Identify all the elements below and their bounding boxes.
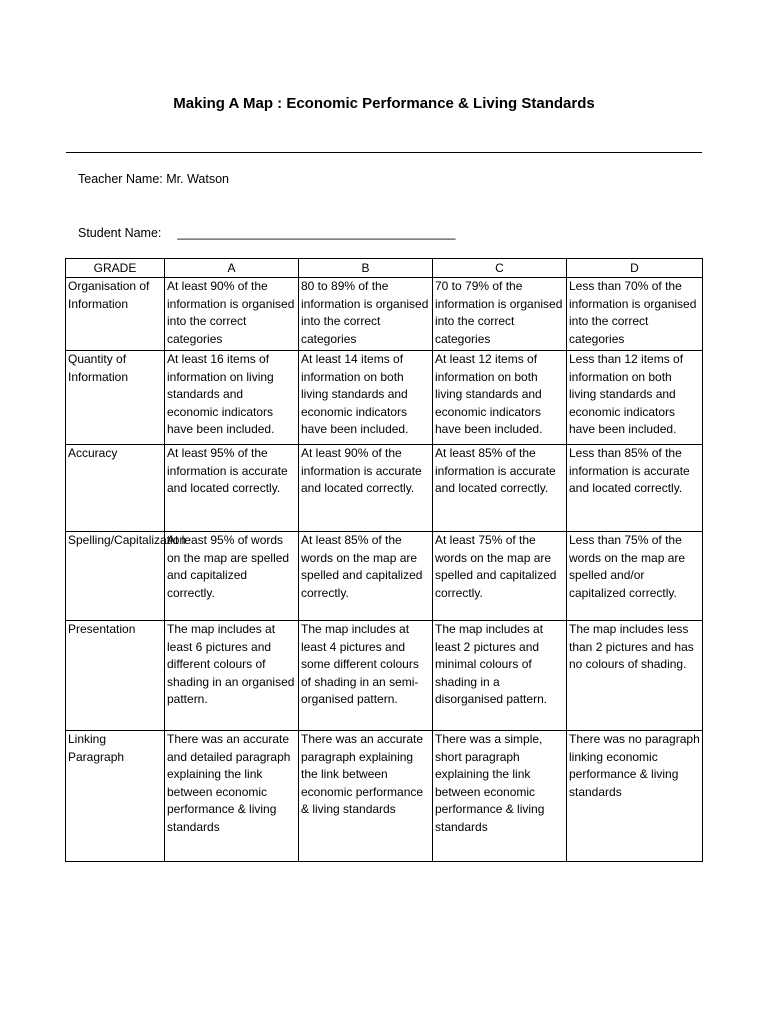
student-name-label: Student Name: xyxy=(78,226,162,240)
header-grade: GRADE xyxy=(66,259,165,278)
grade-d-cell: The map includes less than 2 pictures and has no colours of shading. xyxy=(567,621,703,731)
grade-b-cell: 80 to 89% of the information is organised into the correct categories xyxy=(299,278,433,351)
table-row xyxy=(66,351,703,445)
grade-b-cell: At least 14 items of information on both living standards and economic indicators have been included. xyxy=(299,351,433,445)
grade-c-cell: At least 75% of the words on the map are spelled and capitalized correctly. xyxy=(433,532,567,621)
header-grade-c: C xyxy=(433,259,567,278)
grade-c-cell: At least 85% of the information is accurate and located correctly. xyxy=(433,445,567,532)
header-grade-b: B xyxy=(299,259,433,278)
header-grade-d: D xyxy=(567,259,703,278)
student-name-blank: ________________________________________ xyxy=(177,226,456,240)
criterion-cell: Spelling/Capitalization xyxy=(66,532,165,621)
grade-a-cell: The map includes at least 6 pictures and different colours of shading in an organised pattern. xyxy=(165,621,299,731)
grade-a-cell: At least 90% of the information is organised into the correct categories xyxy=(165,278,299,351)
table-row xyxy=(66,621,703,731)
page-title: Making A Map : Economic Performance & Living Standards xyxy=(173,95,595,112)
student-name xyxy=(78,226,455,240)
grade-a-cell: At least 16 items of information on living standards and economic indicators have been included. xyxy=(165,351,299,445)
grade-a-cell: At least 95% of the information is accurate and located correctly. xyxy=(165,445,299,532)
criterion-cell: Quantity of Information xyxy=(66,351,165,445)
rubric-table xyxy=(65,258,703,862)
criterion-cell: Organisation of Information xyxy=(66,278,165,351)
grade-c-cell: There was a simple, short paragraph explaining the link between economic performance & living standards xyxy=(433,731,567,862)
grade-a-cell: At least 95% of words on the map are spelled and capitalized correctly. xyxy=(165,532,299,621)
criterion-cell: Presentation xyxy=(66,621,165,731)
grade-c-cell: At least 12 items of information on both living standards and economic indicators have been included. xyxy=(433,351,567,445)
header-grade-a: A xyxy=(165,259,299,278)
rubric-header-row xyxy=(66,259,703,278)
grade-d-cell: There was no paragraph linking economic performance & living standards xyxy=(567,731,703,862)
teacher-name xyxy=(78,172,229,186)
grade-b-cell: There was an accurate paragraph explaining the link between economic performance & living standards xyxy=(299,731,433,862)
table-row xyxy=(66,278,703,351)
grade-a-cell: There was an accurate and detailed paragraph explaining the link between economic performance & living standards xyxy=(165,731,299,862)
grade-c-cell: The map includes at least 2 pictures and minimal colours of shading in a disorganised pattern. xyxy=(433,621,567,731)
grade-d-cell: Less than 85% of the information is accurate and located correctly. xyxy=(567,445,703,532)
grade-d-cell: Less than 70% of the information is organised into the correct categories xyxy=(567,278,703,351)
table-row xyxy=(66,532,703,621)
grade-b-cell: At least 85% of the words on the map are spelled and capitalized correctly. xyxy=(299,532,433,621)
teacher-name-label: Teacher Name: Mr. Watson xyxy=(78,172,229,186)
table-row xyxy=(66,445,703,532)
table-row xyxy=(66,731,703,862)
criterion-cell: Accuracy xyxy=(66,445,165,532)
grade-b-cell: At least 90% of the information is accurate and located correctly. xyxy=(299,445,433,532)
grade-d-cell: Less than 12 items of information on both living standards and economic indicators have been included. xyxy=(567,351,703,445)
grade-c-cell: 70 to 79% of the information is organised into the correct categories xyxy=(433,278,567,351)
title-divider xyxy=(66,152,702,153)
grade-d-cell: Less than 75% of the words on the map are spelled and/or capitalized correctly. xyxy=(567,532,703,621)
grade-b-cell: The map includes at least 4 pictures and some different colours of shading in an semi-organised pattern. xyxy=(299,621,433,731)
criterion-cell: Linking Paragraph xyxy=(66,731,165,862)
